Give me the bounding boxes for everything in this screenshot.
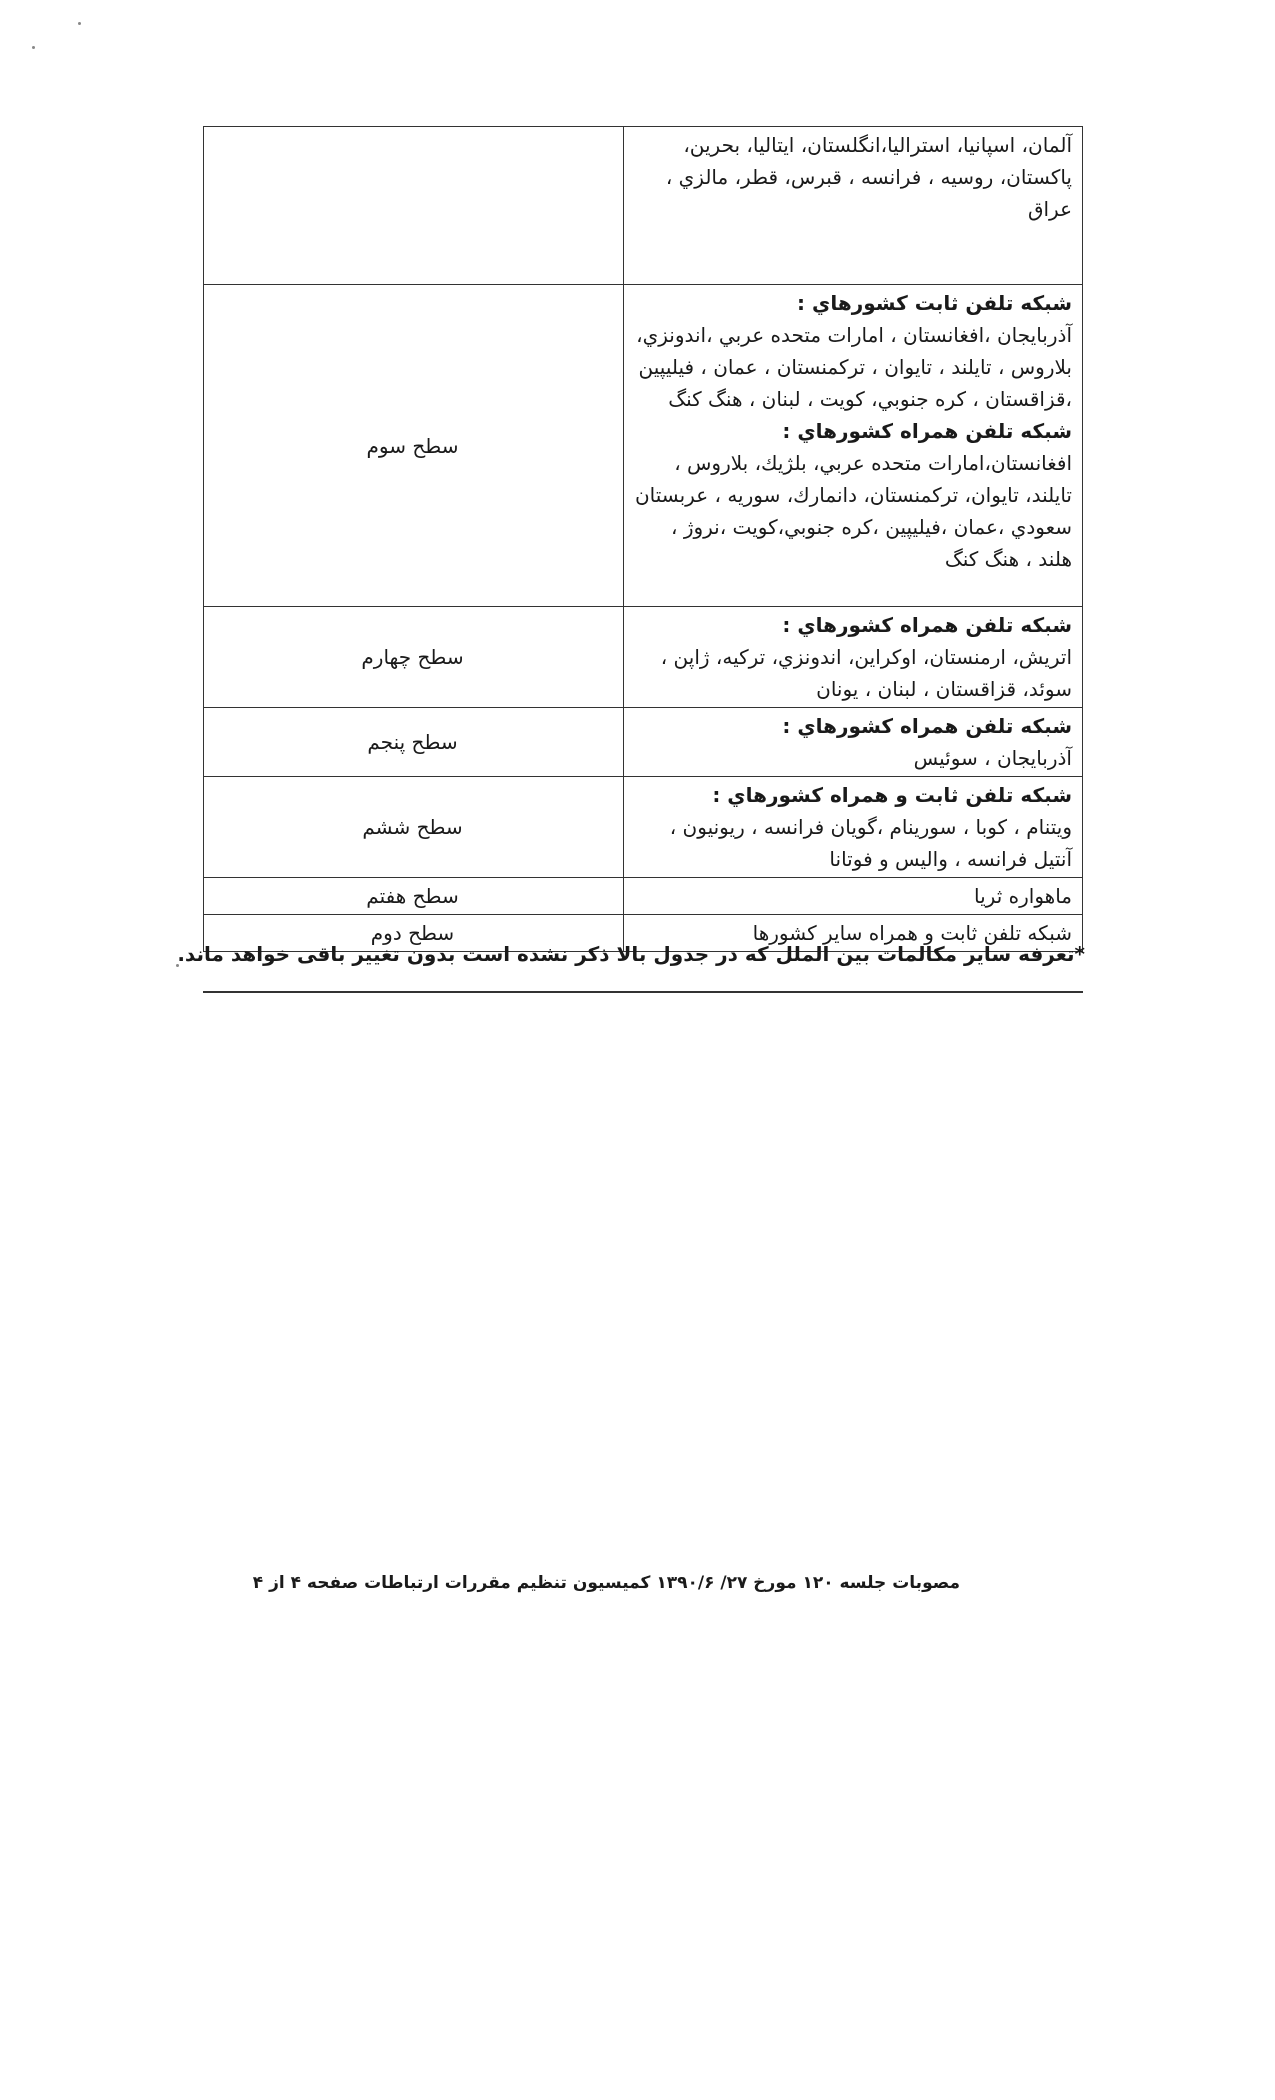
tariff-level-cell bbox=[204, 127, 624, 285]
tariff-level-cell: سطح هفتم bbox=[204, 878, 624, 915]
country-list: اتریش، ارمنستان، اوکراین، اندونزي، ترکیه، ژاپن ، سوئد، قزاقستان ، لبنان ، یونان bbox=[660, 645, 1072, 701]
country-list: ویتنام ، کوبا ، سورینام ،گویان فرانسه ، ریونیون ، آنتیل فرانسه ، والیس و فوتانا bbox=[669, 815, 1072, 871]
tariff-level-cell: سطح پنجم bbox=[204, 708, 624, 777]
country-list: شبکه تلفن ثابت و همراه سایر کشورها bbox=[752, 921, 1072, 945]
page-footer: مصوبات جلسه ۱۲۰ مورخ ۲۷/ ۱۳۹۰/۶ کمیسیون تنظیم مقررات ارتباطات صفحه ۴ از ۴ bbox=[252, 1573, 960, 1593]
footnote: *تعرفه سایر مکالمات بین الملل که در جدول بالا ذکر نشده است بدون تغییر باقی خواهد ماند. bbox=[177, 942, 1085, 966]
table-row bbox=[204, 708, 1083, 777]
country-list: آذربایجان ،افغانستان ، امارات متحده عربي ،اندونزي، بلاروس ، تایلند ، تایوان ، ترکمنستان ، عمان ، فیلیپین ،قزاقستان ، کره جنوبي، کویت ، لبنان ، هنگ کنگ bbox=[636, 323, 1072, 411]
countries-cell bbox=[624, 607, 1083, 708]
tariff-level-cell: سطح ششم bbox=[204, 777, 624, 878]
network-heading: شبکه تلفن همراه کشورهاي : bbox=[782, 714, 1072, 738]
table-row bbox=[204, 127, 1083, 285]
country-list: افغانستان،امارات متحده عربي، بلژیك، بلاروس ، تایلند، تایوان، ترکمنستان، دانمارك، سوریه ، عربستان سعودي ،عمان ،فیلیپین ،کره جنوبي،کویت ،نروژ ، هلند ، هنگ کنگ bbox=[634, 451, 1072, 571]
network-heading: شبکه تلفن همراه کشورهاي : bbox=[782, 419, 1072, 443]
countries-cell bbox=[624, 708, 1083, 777]
countries-cell bbox=[624, 285, 1083, 607]
countries-cell bbox=[624, 878, 1083, 915]
scan-speck bbox=[78, 22, 81, 25]
table-row bbox=[204, 285, 1083, 607]
rates-table bbox=[203, 126, 1083, 952]
separator-line bbox=[203, 991, 1083, 993]
countries-cell bbox=[624, 777, 1083, 878]
country-list: ماهواره ثریا bbox=[974, 884, 1072, 908]
tariff-level-cell: سطح چهارم bbox=[204, 607, 624, 708]
table-row bbox=[204, 777, 1083, 878]
scan-speck bbox=[32, 46, 35, 49]
table-row bbox=[204, 878, 1083, 915]
network-heading: شبکه تلفن ثابت کشورهاي : bbox=[797, 291, 1072, 315]
country-list: آذربایجان ، سوئیس bbox=[913, 746, 1072, 770]
tariff-level-cell: سطح سوم bbox=[204, 285, 624, 607]
countries-cell bbox=[624, 127, 1083, 285]
network-heading: شبکه تلفن همراه کشورهاي : bbox=[782, 613, 1072, 637]
table-row bbox=[204, 607, 1083, 708]
country-list: آلمان، اسپانیا، استرالیا،انگلستان، ایتالیا، بحرین، پاکستان، روسیه ، فرانسه ، قبرس، قطر، مالزي ، عراق bbox=[665, 133, 1072, 221]
network-heading: شبکه تلفن ثابت و همراه کشورهاي : bbox=[712, 783, 1072, 807]
tariff-level-cell: سطح دوم bbox=[204, 915, 624, 952]
